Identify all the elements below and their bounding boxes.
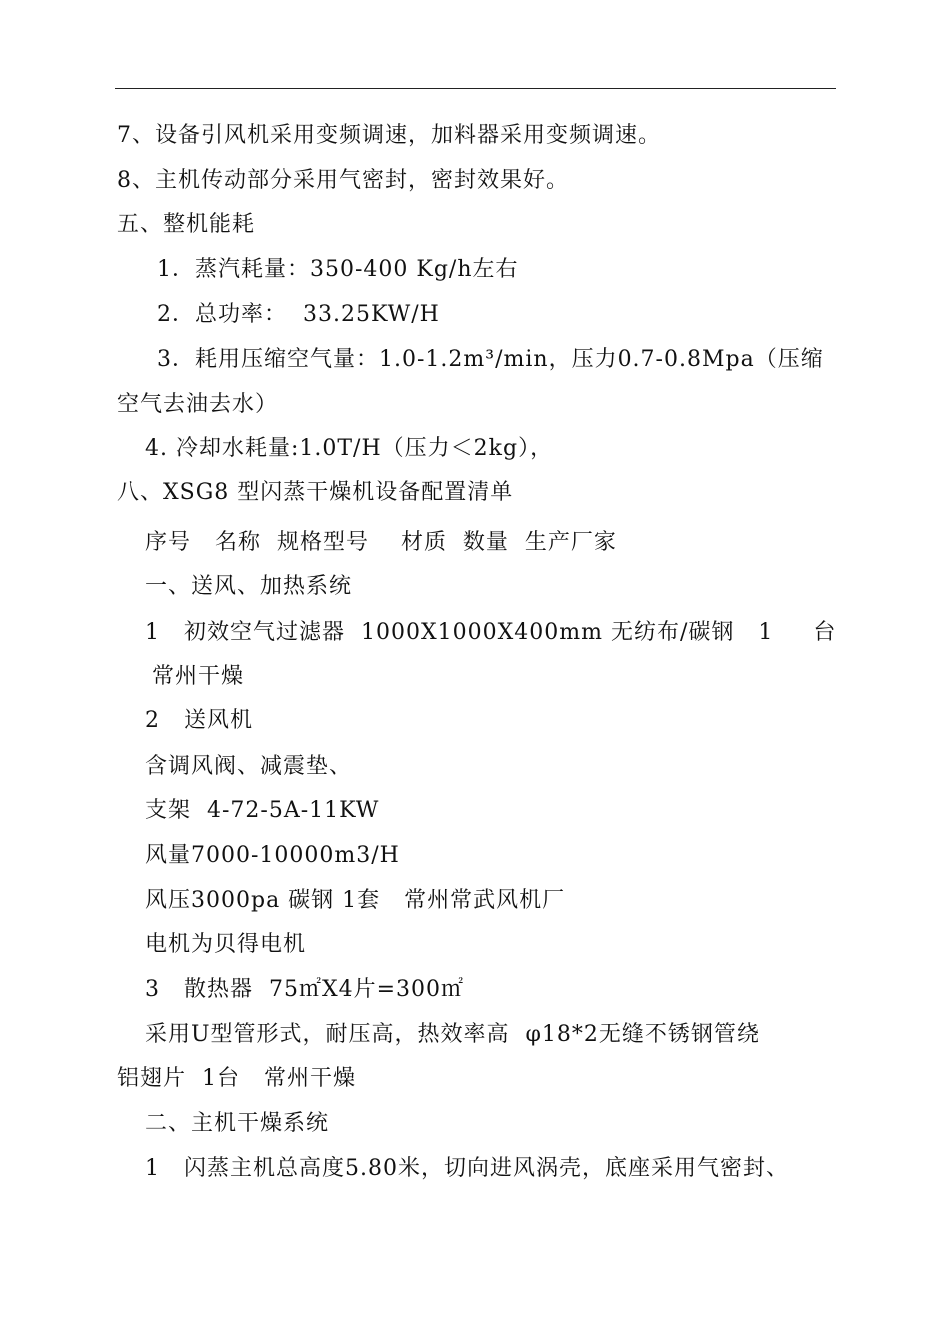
- table-row: 1 初效空气过滤器 1000X1000X400mm 无纺布/碳钢 1 台: [145, 620, 837, 645]
- text-line: 8、主机传动部分采用气密封，密封效果好。: [117, 168, 569, 193]
- text-line: 风量7000-10000m3/H: [145, 843, 400, 868]
- text-line: 铝翅片 1台 常州干燥: [117, 1066, 356, 1091]
- text-line: 空气去油去水）: [117, 392, 279, 417]
- text-line: 风压3000pa 碳钢 1套 常州常武风机厂: [145, 888, 566, 913]
- text-line: 支架 4-72-5A-11KW: [145, 798, 380, 823]
- text-line: 1．蒸汽耗量：350-400 Kg/h左右: [157, 257, 519, 282]
- section-heading: 八、XSG8 型闪蒸干燥机设备配置清单: [117, 480, 514, 505]
- text-line: 7、设备引风机采用变频调速，加料器采用变频调速。: [117, 123, 661, 148]
- text-line: 2．总功率： 33.25KW/H: [157, 302, 440, 327]
- text-line: 采用U型管形式，耐压高，热效率高 φ18*2无缝不锈钢管绕: [145, 1022, 760, 1047]
- text-line: 常州干燥: [152, 664, 245, 689]
- text-line: 含调风阀、减震垫、: [145, 754, 353, 779]
- table-row: 1 闪蒸主机总高度5.80米，切向进风涡壳，底座采用气密封、: [145, 1156, 789, 1181]
- section-heading: 五、整机能耗: [117, 212, 256, 237]
- text-line: 电机为贝得电机: [145, 932, 307, 957]
- table-row: 3 散热器 75㎡X4片=300㎡: [145, 977, 465, 1002]
- header-rule: [115, 88, 836, 89]
- table-header: 序号 名称 规格型号 材质 数量 生产厂家: [145, 530, 617, 555]
- text-line: 3．耗用压缩空气量：1.0-1.2m³/min，压力0.7-0.8Mpa（压缩: [157, 347, 824, 372]
- table-row: 2 送风机: [145, 708, 253, 733]
- section-heading: 一、送风、加热系统: [145, 574, 353, 599]
- text-line: 4. 冷却水耗量:1.0T/H（压力＜2kg），: [145, 436, 554, 461]
- section-heading: 二、主机干燥系统: [145, 1111, 330, 1136]
